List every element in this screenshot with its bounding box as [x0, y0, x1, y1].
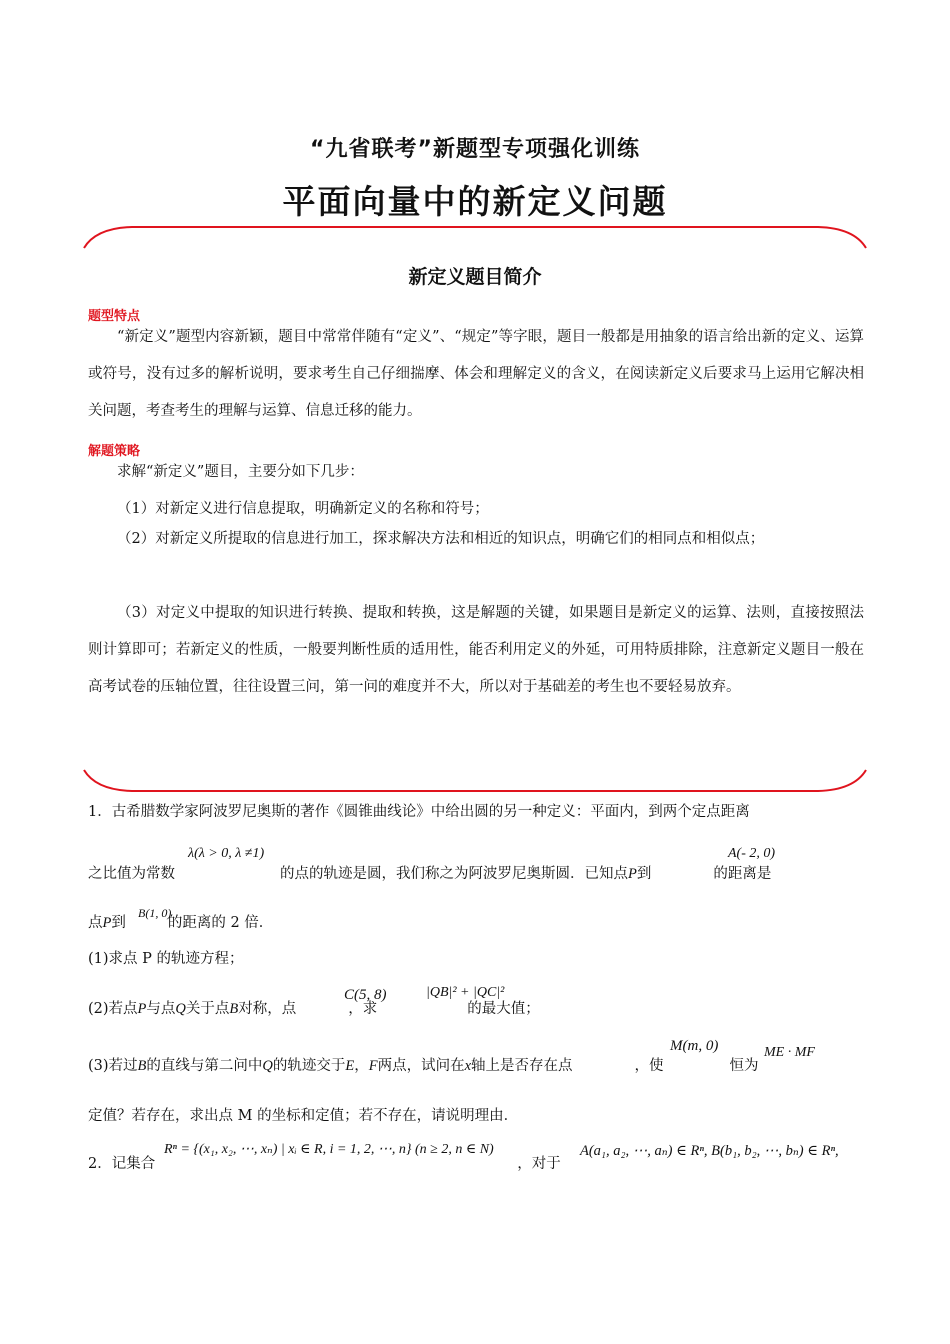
problem1-text: 之比值为常数	[88, 866, 175, 882]
problem1-text: 到	[636, 866, 652, 882]
point-B: B(1, 0)	[138, 906, 172, 920]
problem1-text: (2)若点	[88, 1001, 138, 1017]
problem1-line3	[88, 911, 273, 932]
strategy-intro: 求解“新定义”题目，主要分如下几步：	[117, 464, 364, 480]
problem1-text: 两点，试问在	[377, 1058, 465, 1074]
point-M: M(m, 0)	[670, 1038, 719, 1054]
point-A: A(- 2, 0)	[728, 846, 776, 861]
strategy-step-3: （3）对定义中提取的知识进行转换、提取和转换，这是解题的关键，如果题目是新定义的运算、法则，直接按照法则计算即可；若新定义的性质，一般要判断性质的适用性，能否利用定义的外延，可用特质排除，注意新定义题目一般在高考试卷的压轴位置，往往设置三问，第一问的难度并不大，所以对于基础差的考生也不要轻易放弃。	[88, 605, 864, 695]
problem1-text: 轴上是否存在点	[471, 1058, 573, 1074]
problem1-text: 与点	[146, 1001, 176, 1017]
strategy-label: 解题策略	[88, 444, 141, 459]
problem1-text: 的点的轨迹是圆，我们称之为阿波罗尼奥斯圆．已知点	[280, 866, 628, 882]
feature-label: 题型特点	[88, 309, 141, 324]
problem1-text: 的距离的 2 倍．	[167, 915, 274, 931]
problem1-text: 关于点	[185, 1001, 230, 1017]
problem1-text: 的距离是	[713, 866, 772, 882]
problem1-line2	[88, 862, 771, 883]
problem1-text: ，求	[348, 1001, 378, 1017]
bottom-arc-divider	[82, 768, 868, 794]
strategy-step-2: （2）对新定义所提取的信息进行加工，探求解决方法和相近的知识点，明确它们的相同点和相似点；	[117, 531, 765, 547]
var-Q: Q	[262, 1058, 273, 1074]
lambda-condition: λ(λ > 0, λ ≠1)	[188, 846, 265, 861]
problem2-text: ，对于	[517, 1156, 561, 1172]
problem2-text: 2．记集合	[88, 1156, 156, 1172]
var-Q: Q	[175, 1001, 186, 1017]
var-B: B	[229, 1001, 239, 1017]
strategy-step-1: （1）对新定义进行信息提取，明确新定义的名称和符号；	[117, 501, 489, 517]
problem1-text: 的直线与第二问中	[146, 1058, 263, 1074]
feature-paragraph: “新定义”题型内容新颖，题目中常常伴随有“定义”、“规定”等字眼，题目一般都是用抽象的语言给出新的定义、运算或符号，没有过多的解析说明，要求考生自己仔细揣摩、体会和理解定义的含义，在阅读新定义后要求马上运用它解决相关问题，考查考生的理解与运算、信息迁移的能力。	[88, 329, 864, 419]
var-F: F	[368, 1058, 378, 1074]
problem1-line1: 1．古希腊数学家阿波罗尼奥斯的著作《圆锥曲线论》中给出圆的另一种定义：平面内，到两个定点距离	[88, 804, 750, 820]
problem1-text: 的最大值；	[467, 1001, 540, 1017]
problem1-text: 的轨迹交于	[272, 1058, 346, 1074]
problem1-q1: (1)求点 P 的轨迹方程；	[88, 951, 244, 967]
problem1-text: 对称，点	[238, 1001, 297, 1017]
var-P: P	[102, 915, 112, 931]
vectors-definition: A(a₁, a₂, ⋯, aₙ) ∈ Rⁿ, B(b₁, b₂, ⋯, bₙ) ∈ Rⁿ,	[580, 1143, 839, 1159]
page-subtitle: “九省联考”新题型专项强化训练	[310, 137, 640, 162]
var-B: B	[137, 1058, 147, 1074]
problem1-text: (3)若过	[88, 1058, 138, 1074]
problem1-q3-line2: 定值？若存在，求出点 M 的坐标和定值；若不存在，请说明理由．	[88, 1108, 519, 1124]
var-E: E	[345, 1058, 355, 1074]
intro-heading: 新定义题目简介	[408, 266, 542, 288]
point-C: C(5, 8)	[344, 987, 387, 1003]
problem1-q3	[88, 1054, 759, 1075]
problem1-text: ，使	[634, 1058, 664, 1074]
problem1-text: 恒为	[729, 1058, 759, 1074]
problem1-text: 点	[88, 915, 103, 931]
set-definition: Rⁿ = {(x₁, x₂, ⋯, xₙ) | xᵢ ∈ R, i = 1, 2, ⋯, n} (n ≥ 2, n ∈ N)	[164, 1142, 494, 1157]
top-arc-divider	[82, 224, 868, 250]
page-title: 平面向量中的新定义问题	[282, 182, 668, 221]
problem1-text: 到	[111, 915, 126, 931]
var-P: P	[137, 1001, 147, 1017]
problem1-text: ，	[354, 1058, 369, 1074]
expr-ME-MF: ME · MF	[764, 1045, 815, 1060]
expr-QB-QC: |QB|² + |QC|²	[426, 985, 505, 1000]
var-P: P	[628, 866, 637, 882]
var-x: x	[464, 1058, 472, 1074]
